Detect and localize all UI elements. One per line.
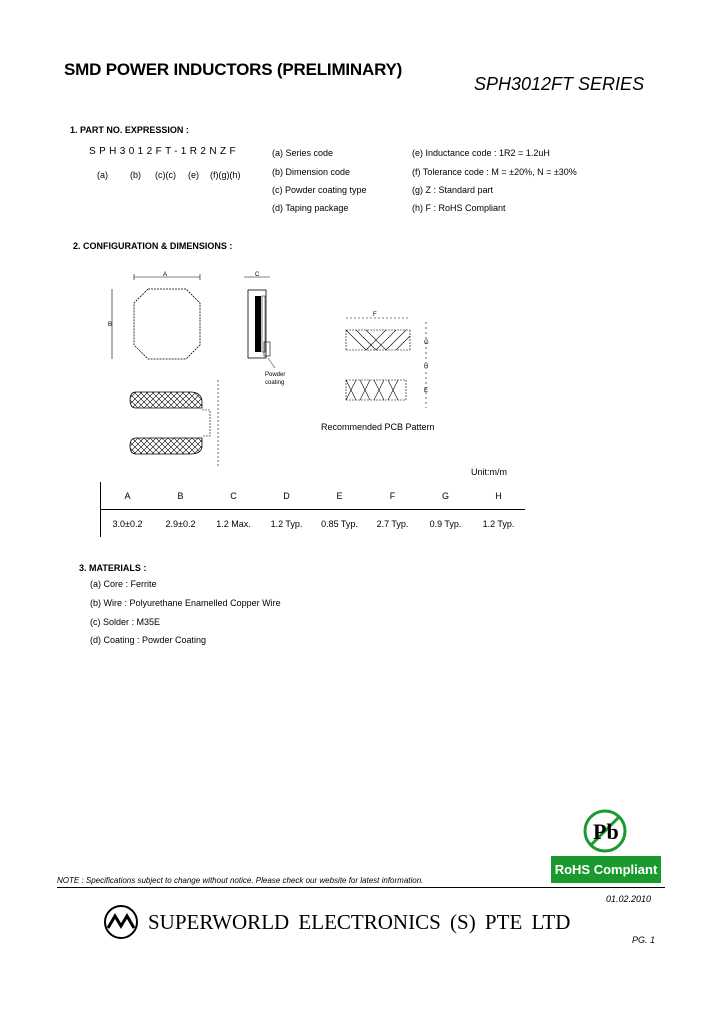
table-header: C <box>207 482 260 510</box>
table-header: A <box>101 482 155 510</box>
config-heading: 2. CONFIGURATION & DIMENSIONS : <box>73 241 233 251</box>
part-item: (g) Z : Standard part <box>412 185 494 195</box>
table-cell: 0.85 Typ. <box>321 518 358 529</box>
materials-heading: 3. MATERIALS : <box>79 563 147 573</box>
footer-note: NOTE : Specifications subject to change without notice. Please check our website for latest information. <box>57 876 424 885</box>
dim-label: A <box>163 272 168 278</box>
part-item: (d) Taping package <box>272 203 349 213</box>
table-cell: 3.0±0.2 <box>101 510 155 538</box>
powder-label: Powder <box>265 372 286 378</box>
dim-label: C <box>255 272 260 278</box>
dimension-table <box>100 482 525 537</box>
pb-text: Pb <box>593 819 619 844</box>
pb-free-icon <box>580 808 630 854</box>
code-label: (b) <box>130 170 141 180</box>
company-logo-icon <box>103 904 139 940</box>
table-cell: 0.9 Typ. <box>429 518 462 529</box>
document-title: SMD POWER INDUCTORS (PRELIMINARY) <box>64 60 403 79</box>
footer-date: 01.02.2010 <box>606 894 652 904</box>
list-item: (b) Wire : Polyurethane Enamelled Copper Wire <box>90 598 281 608</box>
part-item: (f) Tolerance code : M = ±20%, N = ±30% <box>412 167 577 177</box>
part-item: (c) Powder coating type <box>272 185 367 195</box>
part-item: (e) Inductance code : 1R2 = 1.2uH <box>412 148 550 158</box>
table-cell: 2.7 Typ. <box>376 518 409 529</box>
table-header: H <box>472 482 525 510</box>
code-label: (f)(g)(h) <box>210 170 241 180</box>
part-item: (a) Series code <box>272 148 334 158</box>
code-label: (c)(c) <box>155 170 176 180</box>
dimension-drawings <box>0 0 720 480</box>
table-cell: 1.2 Typ. <box>270 518 303 529</box>
series-name: SPH3012FT SERIES <box>474 74 645 94</box>
table-header: G <box>419 482 472 510</box>
table-cell: 1.2 Max. <box>216 518 251 529</box>
table-cell: 1.2 Typ. <box>482 518 515 529</box>
dim-label: E <box>424 388 429 394</box>
part-no-heading: 1. PART NO. EXPRESSION : <box>70 125 189 135</box>
code-label: (a) <box>97 170 108 180</box>
list-item: (c) Solder : M35E <box>90 617 161 627</box>
list-item: (d) Coating : Powder Coating <box>90 635 207 645</box>
rohs-compliant-badge: RoHS Compliant <box>551 856 661 883</box>
part-item: (h) F : RoHS Compliant <box>412 203 506 213</box>
code-label: (e) <box>188 170 199 180</box>
table-header: F <box>366 482 419 510</box>
page-number: PG. 1 <box>632 935 656 945</box>
powder-label: coating <box>265 380 285 386</box>
top-view-outline <box>112 274 200 359</box>
pcb-caption: Recommended PCB Pattern <box>321 422 435 432</box>
table-header-row <box>101 482 526 510</box>
table-cell: 2.9±0.2 <box>165 518 196 529</box>
part-item: (b) Dimension code <box>272 167 351 177</box>
dim-label: H <box>424 364 429 370</box>
table-header: D <box>260 482 313 510</box>
dim-label: G <box>424 340 429 346</box>
dim-label: F <box>373 312 377 318</box>
list-item: (a) Core : Ferrite <box>90 579 157 589</box>
company-name: SUPERWORLD ELECTRONICS (S) PTE LTD <box>148 910 571 934</box>
dim-label: B <box>108 322 113 328</box>
unit-label: Unit:m/m <box>471 467 507 477</box>
part-code: SPH3012FT-1R2NZF <box>89 146 239 157</box>
table-header: B <box>154 482 207 510</box>
table-row <box>101 510 526 538</box>
table-header: E <box>313 482 366 510</box>
cross-section-view <box>130 380 218 466</box>
pcb-pattern <box>346 318 429 408</box>
side-view <box>244 277 275 368</box>
footer-divider <box>57 887 665 888</box>
